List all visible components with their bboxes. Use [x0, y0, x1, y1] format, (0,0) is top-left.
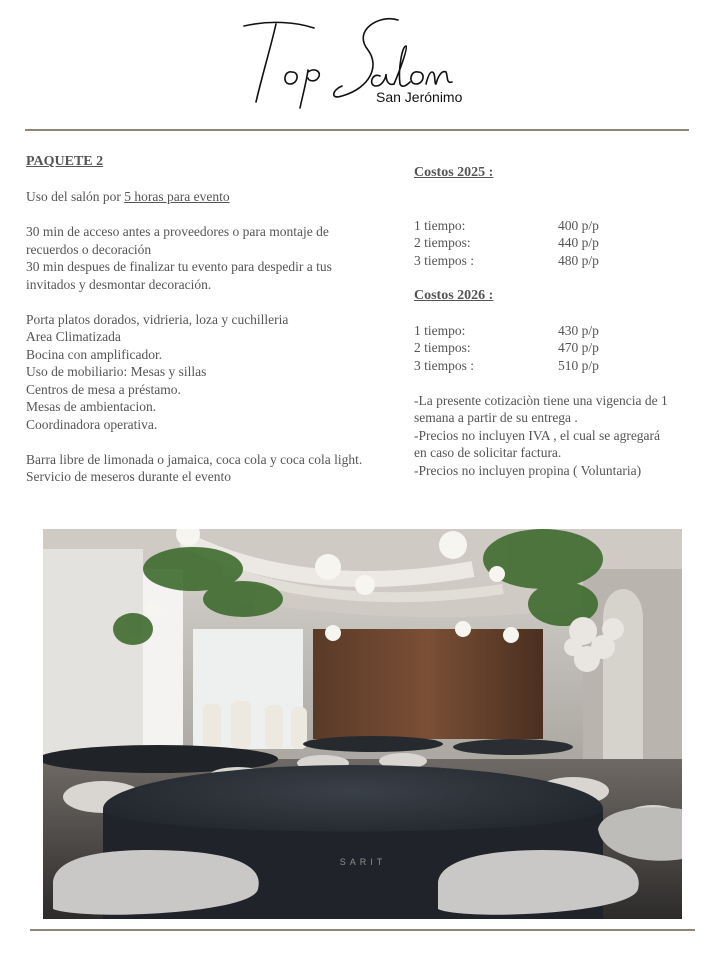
price-label: 3 tiempos :	[414, 252, 474, 268]
price-row	[414, 234, 704, 252]
usage-prefix: Uso del salón por	[26, 189, 125, 204]
amenity-item: Coordinadora operativa.	[26, 416, 158, 432]
extra-item: Servicio de meseros durante el evento	[26, 469, 232, 484]
price-row	[414, 339, 704, 357]
price-label: 1 tiempo:	[414, 322, 466, 338]
amenity-item: Mesas de ambientacion.	[26, 399, 157, 414]
tip-note: -Precios no incluyen propina ( Voluntaria)	[414, 462, 642, 478]
footer-divider	[30, 929, 695, 931]
package-details	[26, 153, 406, 486]
validity-note: semana a partir de su entrega .	[414, 410, 578, 425]
price-value: 400 p/p	[558, 217, 599, 233]
tax-note: -Precios no incluyen IVA , el cual se agregará	[414, 427, 661, 443]
extra-item: Barra libre de limonada o jamaica, coca cola y coca cola light.	[26, 451, 363, 467]
price-value: 480 p/p	[558, 252, 599, 268]
brand-logo	[230, 10, 480, 110]
price-row	[414, 217, 704, 235]
venue-illustration	[43, 529, 682, 919]
price-row	[414, 322, 704, 340]
validity-note: -La presente cotizaciòn tiene una vigencia de 1	[414, 392, 668, 408]
costs-section	[414, 164, 704, 479]
costs-2025-title: Costos 2025 :	[414, 165, 494, 180]
usage-line	[26, 188, 406, 206]
amenity-item: Area Climatizada	[26, 329, 121, 344]
price-label: 1 tiempo:	[414, 217, 466, 233]
price-value: 430 p/p	[558, 322, 599, 338]
price-label: 3 tiempos :	[414, 357, 474, 373]
access-line: invitados y desmontar decoración.	[26, 276, 212, 292]
tax-note: en caso de solicitar factura.	[414, 445, 562, 460]
usage-hours: 5 horas para evento	[124, 189, 230, 204]
amenity-item: Bocina con amplificador.	[26, 346, 163, 362]
price-value: 470 p/p	[558, 340, 599, 355]
amenity-item: Centros de mesa a préstamo.	[26, 381, 181, 397]
package-title: PAQUETE 2	[26, 154, 104, 169]
price-row	[414, 252, 704, 270]
access-line: 30 min despues de finalizar tu evento para despedir a tus	[26, 259, 332, 274]
price-label: 2 tiempos:	[414, 340, 471, 355]
amenity-item: Uso de mobiliario: Mesas y sillas	[26, 364, 207, 379]
price-value: 510 p/p	[558, 357, 599, 373]
price-label: 2 tiempos:	[414, 235, 471, 250]
price-row	[414, 357, 704, 375]
venue-photo	[43, 529, 682, 919]
costs-2026-title: Costos 2026 :	[414, 287, 494, 303]
header-divider	[25, 129, 689, 131]
access-line: recuerdos o decoración	[26, 241, 152, 257]
access-line: 30 min de acceso antes a proveedores o para montaje de	[26, 224, 329, 239]
photo-watermark: SARIT	[339, 857, 387, 867]
amenity-item: Porta platos dorados, vidrieria, loza y cuchilleria	[26, 311, 289, 327]
location-label: San Jerónimo	[376, 89, 463, 105]
price-value: 440 p/p	[558, 235, 599, 250]
